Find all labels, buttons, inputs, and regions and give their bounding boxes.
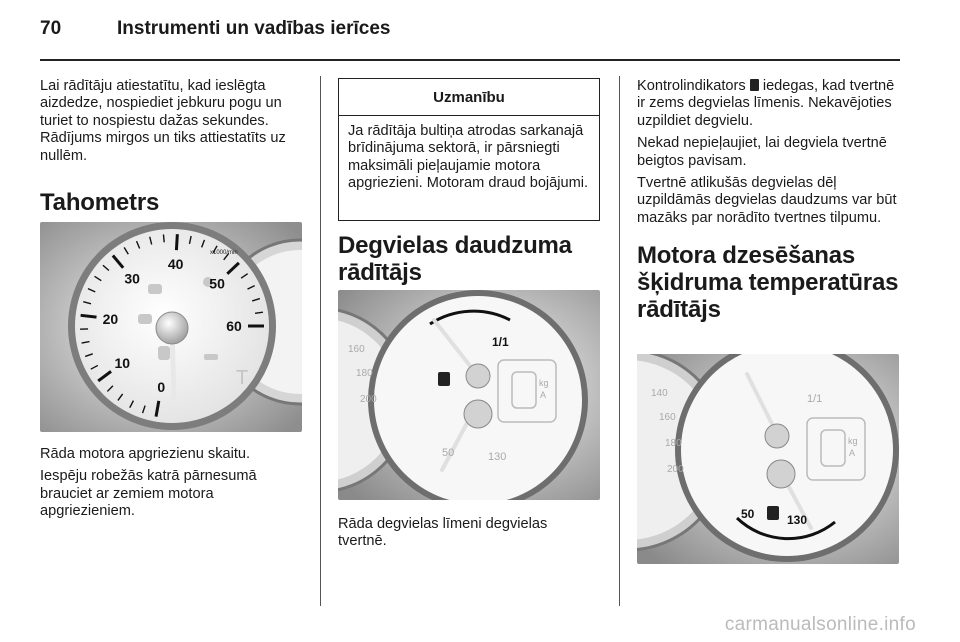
tachometer-caption: Rāda motora apgriezienu skaitu. — [40, 446, 251, 462]
coolant-figure-speed-180: 180 — [665, 438, 682, 449]
tachometer-advice: Iespēju robežās katrā pārnesumā brauciet ar zemiem motora apgriezieniem. — [40, 468, 257, 520]
tachometer-scale-label: 20 — [102, 310, 119, 327]
coolant-gauge-figure — [637, 354, 899, 564]
fuel-figure-speed-160: 160 — [348, 344, 365, 355]
warning-text: Ja rādītāja bultiņa atrodas sarkanajā brīdinājuma sektorā, ir pārsniegti maksimāli pieļaujamie motora apgriezieni. Motoram draud bojājumi. — [348, 123, 589, 192]
tachometer-tick — [176, 234, 177, 250]
tachometer-illustration — [40, 222, 302, 432]
tachometer-scale-label: 40 — [167, 256, 184, 273]
tachometer-scale-label: 60 — [226, 318, 242, 334]
coolant-figure-kg: kg — [848, 436, 858, 446]
left-column-lower — [40, 446, 302, 526]
tachometer-tick — [81, 315, 97, 317]
page-header — [40, 18, 900, 58]
coolant-figure-speed-200: 200 — [667, 464, 684, 475]
coolant-temperature-heading: Motora dzesēšanas šķidruma temperatūras rādītājs — [637, 242, 899, 324]
fuel-gauge-heading: Degvielas daudzuma rādītājs — [338, 232, 572, 286]
tachometer-corner-letter: T — [236, 367, 249, 389]
low-fuel-paragraph-start: Kontrolindikators — [637, 78, 746, 94]
tank-capacity-note: Tvertnē atlikušās degvielas dēļ uzpildāmās degvielas daudzums var būt mazāks par norādīto tvertnes tilpumu. — [637, 175, 897, 226]
fuel-figure-temp-low: 50 — [442, 447, 455, 459]
column-divider-left — [320, 76, 321, 606]
coolant-figure-speed-140: 140 — [651, 388, 668, 399]
fuel-figure-a: A — [540, 390, 547, 400]
warning-title: Uzmanību — [339, 79, 599, 116]
coolant-gauge-illustration — [637, 354, 899, 564]
tachometer-scale-label: 10 — [114, 355, 131, 372]
low-fuel-paragraph — [637, 78, 899, 130]
empty-tank-warning: Nekad nepieļaujiet, lai degviela tvertnē beigtos pavisam. — [637, 135, 887, 169]
coolant-figure-speed-160: 160 — [659, 412, 676, 423]
tachometer-heading: Tahometrs — [40, 189, 160, 217]
middle-column-lower — [338, 516, 600, 556]
fuel-gauge-figure — [338, 290, 600, 500]
right-column — [637, 78, 899, 323]
tachometer-figure — [40, 222, 302, 432]
fuel-figure-temp-high: 130 — [488, 451, 507, 463]
warning-box — [338, 78, 600, 221]
low-fuel-paragraph-end: iedegas, kad tvertnē ir zems degvielas līmenis. Nekavējoties uzpildiet degvielu. — [637, 78, 895, 129]
fuel-figure-speed-200: 200 — [360, 394, 377, 405]
fuel-gauge-caption: Rāda degvielas līmeni degvielas tvertnē. — [338, 516, 548, 550]
fuel-figure-speed-180: 180 — [356, 368, 373, 379]
coolant-figure-temp-high: 130 — [787, 513, 808, 527]
left-column — [40, 78, 302, 216]
column-divider-right — [619, 76, 620, 606]
tachometer-scale-label: 30 — [124, 270, 140, 287]
page-number: 70 — [40, 18, 62, 39]
tachometer-unit-label: x1000/min — [210, 250, 238, 256]
watermark: carmanualsonline.info — [724, 614, 916, 635]
middle-column — [338, 232, 600, 286]
tachometer-scale-label: 0 — [157, 379, 166, 396]
reset-instructions: Lai rādītāju atiestatītu, kad ieslēgta aizdedze, nospiediet jebkuru pogu un turiet to nospiestu dažas sekundes. Rādījums mirgos un tiks attiestatīts uz nullēm. — [40, 78, 286, 164]
fuel-gauge-illustration — [338, 290, 600, 500]
tachometer-scale-label: 50 — [209, 275, 225, 292]
fuel-pump-icon — [750, 79, 759, 91]
header-divider — [40, 59, 900, 61]
coolant-figure-full-label: 1/1 — [807, 393, 823, 405]
coolant-figure-temp-low: 50 — [741, 507, 755, 521]
coolant-figure-a: A — [849, 448, 856, 458]
tachometer-tick — [163, 234, 164, 242]
fuel-figure-kg: kg — [539, 378, 549, 388]
fuel-figure-full-label: 1/1 — [492, 335, 509, 349]
page-title: Instrumenti un vadības ierīces — [117, 18, 391, 39]
